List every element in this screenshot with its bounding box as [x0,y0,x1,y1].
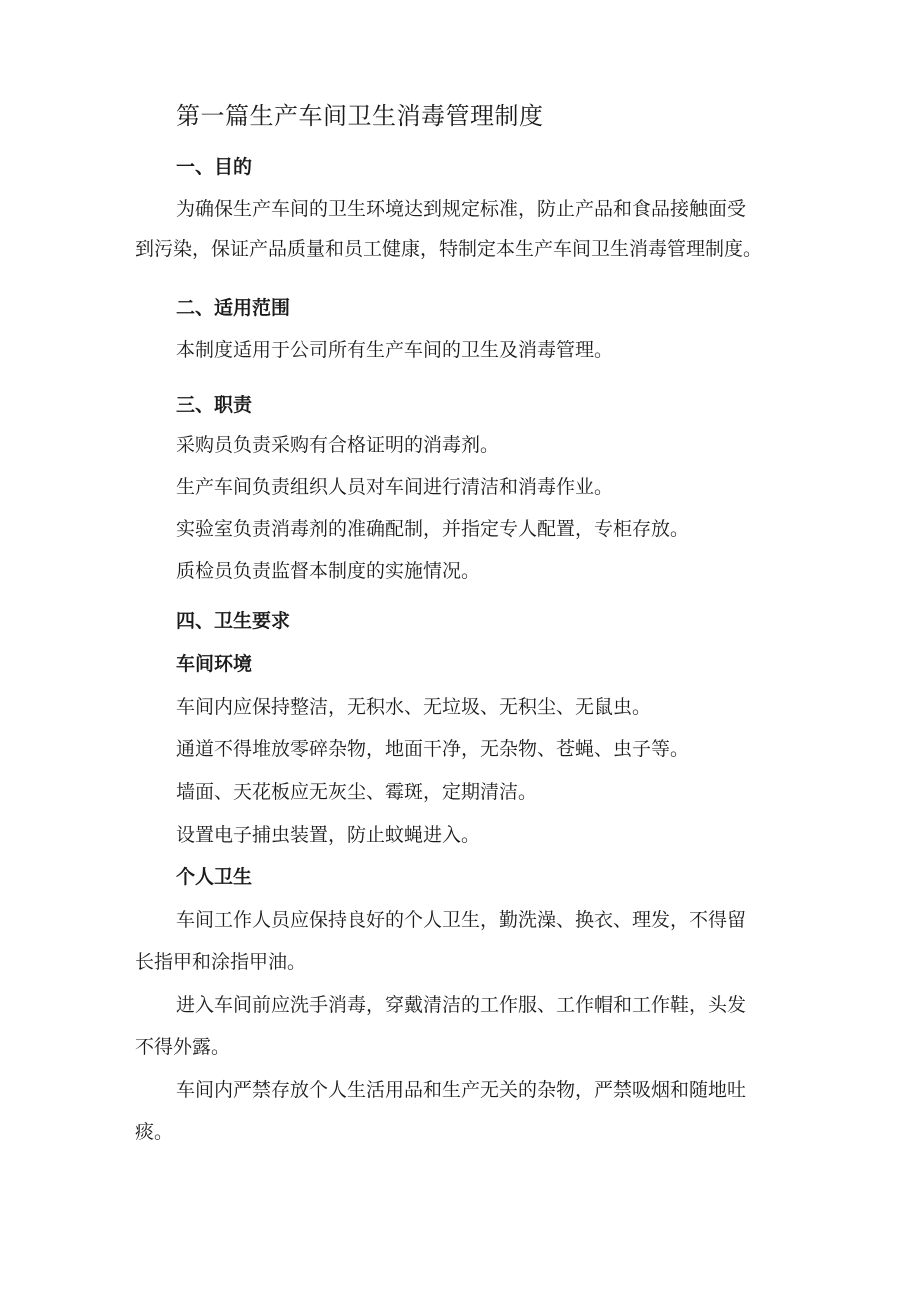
heading-duties: 三、职责 [176,394,253,416]
heading-hygiene: 四、卫生要求 [176,610,291,632]
purpose-line-1: 为确保生产车间的卫生环境达到规定标准，防止产品和食品接触面受 [176,198,747,220]
personal-p1-line-1: 车间工作人员应保持良好的个人卫生，勤洗澡、换衣、理发，不得留 [176,909,747,931]
workshop-item: 墙面、天花板应无灰尘、霉斑，定期清洁。 [176,781,538,803]
workshop-item: 车间内应保持整洁，无积水、无垃圾、无积尘、无鼠虫。 [176,696,652,718]
purpose-line-2: 到污染，保证产品质量和员工健康，特制定本生产车间卫生消毒管理制度。 [135,238,763,260]
heading-purpose: 一、目的 [176,156,253,178]
personal-p1-line-2: 长指甲和涂指甲油。 [135,951,307,973]
personal-p2-line-1: 进入车间前应洗手消毒，穿戴清洁的工作服、工作帽和工作鞋，头发 [176,994,747,1016]
duty-item: 质检员负责监督本制度的实施情况。 [176,560,481,582]
heading-scope: 二、适用范围 [176,297,291,319]
subheading-workshop: 车间环境 [176,653,253,675]
personal-p2-line-2: 不得外露。 [135,1036,231,1058]
subheading-personal: 个人卫生 [176,866,253,888]
duty-item: 生产车间负责组织人员对车间进行清洁和消毒作业。 [176,476,614,498]
document-title: 第一篇生产车间卫生消毒管理制度 [176,102,544,130]
duty-item: 实验室负责消毒剂的准确配制，并指定专人配置，专柜存放。 [176,518,690,540]
workshop-item: 通道不得堆放零碎杂物，地面干净，无杂物、苍蝇、虫子等。 [176,738,690,760]
workshop-item: 设置电子捕虫装置，防止蚊蝇进入。 [176,824,481,846]
personal-p3-line-1: 车间内严禁存放个人生活用品和生产无关的杂物，严禁吸烟和随地吐 [176,1079,747,1101]
duty-item: 采购员负责采购有合格证明的消毒剂。 [176,434,500,456]
personal-p3-line-2: 痰。 [135,1121,174,1143]
scope-text: 本制度适用于公司所有生产车间的卫生及消毒管理。 [176,339,614,361]
